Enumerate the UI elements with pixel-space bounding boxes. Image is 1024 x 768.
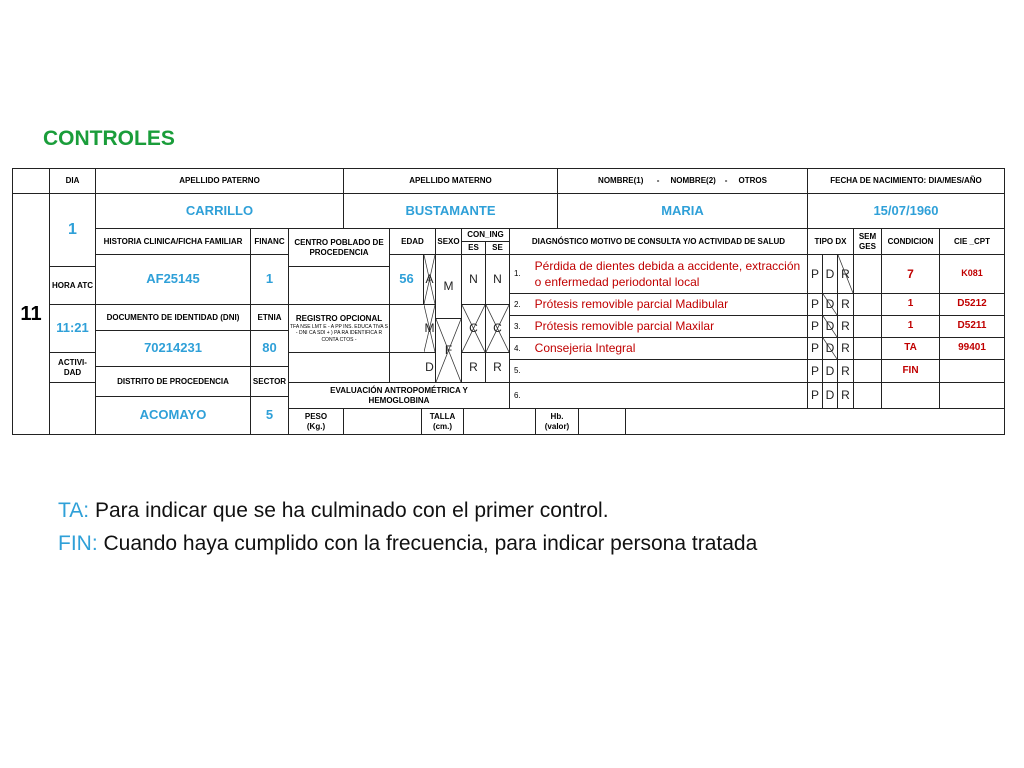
hora-atc-value: 11:21: [50, 305, 96, 353]
tipo-dx-p[interactable]: P: [808, 338, 823, 360]
edad-anos-box[interactable]: [424, 255, 436, 305]
cie-value: D5212: [940, 294, 1005, 316]
apellido-materno-header: APELLIDO MATERNO: [344, 169, 558, 194]
nombre-value: MARIA: [558, 194, 808, 229]
se-nuevo-label: N: [493, 272, 502, 286]
actividad-header: ACTIVI- DAD: [50, 353, 96, 383]
con-ing-header: CON_ING: [462, 229, 510, 242]
his-form-table: [12, 168, 1005, 435]
diagnosis-text: Pérdida de dientes debida a accidente, extracción o enfermedad periodontal local: [534, 258, 801, 289]
tipo-dx-r[interactable]: [838, 255, 854, 294]
diagnosis-number: 3.: [514, 321, 521, 331]
diagnosis-text: Prótesis removible parcial Maxilar: [534, 319, 715, 334]
sexo-header: SEXO: [436, 229, 462, 255]
diagnosis-number: 5.: [514, 366, 521, 375]
apellido-paterno-header: APELLIDO PATERNO: [96, 169, 344, 194]
edad-meses-box[interactable]: [424, 305, 436, 353]
distrito-value: ACOMAYO: [96, 397, 251, 435]
tipo-dx-d[interactable]: D: [823, 383, 838, 409]
tipo-dx-p[interactable]: P: [808, 294, 823, 316]
registro-small-text: TFA NSE LMT E - A PP INS. EDUCA TIVA S - DNI CA SDI + ) PA RA IDENTIFICA R CONTA CTOS -: [290, 323, 388, 343]
sem-ges-value[interactable]: [854, 383, 882, 409]
tipo-dx-p[interactable]: P: [808, 316, 823, 338]
financ-header: FINANC: [251, 229, 289, 255]
edad-value: 56: [390, 255, 424, 305]
tipo-dx-d-label: D: [825, 341, 835, 355]
diagnosis-text: Consejeria Integral: [534, 341, 636, 356]
tipo-dx-r-label: R: [841, 266, 850, 281]
bottom-filler: [626, 409, 1005, 435]
tipo-dx-p[interactable]: P: [808, 383, 823, 409]
es-nuevo-label: N: [469, 272, 478, 286]
distrito-header: DISTRITO DE PROCEDENCIA: [96, 367, 251, 397]
diagnosis-row-2[interactable]: [510, 294, 808, 316]
sem-ges-header: SEM GES: [854, 229, 882, 255]
condicion-value: [882, 383, 940, 409]
sexo-masculino-box[interactable]: [436, 255, 462, 319]
diagnosis-row-3[interactable]: [510, 316, 808, 338]
apellido-materno-value: BUSTAMANTE: [344, 194, 558, 229]
cie-header: CIE _CPT: [940, 229, 1005, 255]
dia-value: 1: [50, 194, 96, 267]
es-reingreso-box[interactable]: [462, 353, 486, 383]
centro-header: CENTRO POBLADO DE PROCEDENCIA: [289, 229, 390, 267]
centro-value: [289, 267, 390, 305]
legend-notes: [58, 494, 757, 560]
etnia-header: ETNIA: [251, 305, 289, 331]
fecha-nacimiento-value: 15/07/1960: [808, 194, 1005, 229]
tipo-dx-header: TIPO DX: [808, 229, 854, 255]
dni-value: 70214231: [96, 331, 251, 367]
row-number: 11: [13, 194, 50, 435]
diagnosis-row-5[interactable]: [510, 360, 808, 383]
historia-header: HISTORIA CLINICA/FICHA FAMILIAR: [96, 229, 251, 255]
sector-header: SECTOR: [251, 367, 289, 397]
se-header: SE: [486, 242, 510, 255]
sem-ges-value[interactable]: [854, 294, 882, 316]
tipo-dx-r[interactable]: R: [838, 383, 854, 409]
cie-value: [940, 383, 1005, 409]
tipo-dx-r[interactable]: R: [838, 338, 854, 360]
cie-value: K081: [940, 255, 1005, 294]
evaluacion-header: EVALUACIÓN ANTROPOMÉTRICA Y HEMOGLOBINA: [289, 383, 510, 409]
es-continuador-label: C: [469, 321, 478, 335]
financ-value: 1: [251, 255, 289, 305]
condicion-header: CONDICION: [882, 229, 940, 255]
note-text: Cuando haya cumplido con la frecuencia, para indicar persona tratada: [97, 532, 758, 555]
registro-opcional-cell: [289, 305, 390, 353]
sexo-masculino-label: M: [443, 279, 454, 293]
tipo-dx-d-label: D: [825, 297, 835, 311]
registro-value: [289, 353, 390, 383]
edad-anos-label: A: [425, 272, 434, 286]
tipo-dx-r[interactable]: R: [838, 316, 854, 338]
sexo-femenino-label: F: [444, 343, 453, 357]
edad-dias-box[interactable]: [424, 353, 436, 383]
cie-value: 99401: [940, 338, 1005, 360]
condicion-value: TA: [882, 338, 940, 360]
note-text: Para indicar que se ha culminado con el primer control.: [89, 499, 609, 522]
peso-header: PESO (Kg.): [289, 409, 344, 435]
cie-value: [940, 360, 1005, 383]
edad-header: EDAD: [390, 229, 436, 255]
tipo-dx-r[interactable]: R: [838, 360, 854, 383]
diagnostico-header: DIAGNÓSTICO MOTIVO DE CONSULTA Y/O ACTIVIDAD DE SALUD: [510, 229, 808, 255]
diagnosis-number: 6.: [514, 390, 521, 400]
page-title: CONTROLES: [43, 127, 175, 150]
diagnosis-row-6[interactable]: [510, 383, 808, 409]
tipo-dx-d[interactable]: [823, 316, 838, 338]
sem-ges-value[interactable]: [854, 255, 882, 294]
talla-value[interactable]: [464, 409, 536, 435]
tipo-dx-d-label: D: [825, 319, 835, 333]
diagnosis-number: 1.: [514, 269, 521, 278]
sexo-femenino-box[interactable]: [436, 319, 462, 383]
note-ta: [58, 494, 757, 527]
sector-value: 5: [251, 397, 289, 435]
tipo-dx-d[interactable]: [823, 338, 838, 360]
sem-ges-value[interactable]: [854, 360, 882, 383]
hb-header: Hb. (valor): [536, 409, 579, 435]
edad-dias-label: D: [425, 360, 434, 374]
tipo-dx-d[interactable]: D: [823, 255, 838, 294]
talla-header: TALLA (cm.): [422, 409, 464, 435]
note-label: TA:: [58, 499, 90, 522]
tipo-dx-p[interactable]: P: [808, 360, 823, 383]
se-reingreso-box[interactable]: [486, 353, 510, 383]
tipo-dx-d[interactable]: D: [823, 360, 838, 383]
peso-value[interactable]: [344, 409, 422, 435]
se-nuevo-box[interactable]: [486, 255, 510, 305]
se-continuador-box[interactable]: [486, 305, 510, 353]
tipo-dx-r[interactable]: R: [838, 294, 854, 316]
tipo-dx-d[interactable]: [823, 294, 838, 316]
note-label: FIN:: [58, 532, 98, 555]
condicion-value: 1: [882, 316, 940, 338]
se-continuador-label: C: [493, 321, 502, 335]
fecha-nacimiento-header: FECHA DE NACIMIENTO: DIA/MES/AÑO: [808, 169, 1005, 194]
historia-value: AF25145: [96, 255, 251, 305]
hora-atc-header: HORA ATC: [50, 267, 96, 305]
diagnosis-number: 4.: [514, 343, 521, 353]
condicion-value: FIN: [882, 360, 940, 383]
condicion-value: 1: [882, 294, 940, 316]
condicion-value: 7: [882, 255, 940, 294]
diagnosis-row-1[interactable]: [510, 255, 808, 294]
blank-corner-cell: [13, 169, 50, 194]
sem-ges-value[interactable]: [854, 316, 882, 338]
etnia-value: 80: [251, 331, 289, 367]
sem-ges-value[interactable]: [854, 338, 882, 360]
documento-header: DOCUMENTO DE IDENTIDAD (DNI): [96, 305, 251, 331]
diagnosis-row-4[interactable]: [510, 338, 808, 360]
actividad-value: [50, 383, 96, 435]
se-reingreso-label: R: [493, 360, 502, 374]
es-header: ES: [462, 242, 486, 255]
hb-value[interactable]: [579, 409, 626, 435]
dia-header: DIA: [50, 169, 96, 194]
cie-value: D5211: [940, 316, 1005, 338]
diagnosis-text: Prótesis removible parcial Madibular: [534, 297, 729, 312]
registro-header: REGISTRO OPCIONAL: [295, 313, 383, 323]
es-reingreso-label: R: [469, 360, 478, 374]
es-nuevo-box[interactable]: [462, 255, 486, 305]
tipo-dx-p[interactable]: P: [808, 255, 823, 294]
note-fin: [58, 527, 757, 560]
edad-meses-label: M: [424, 321, 435, 335]
es-continuador-box[interactable]: [462, 305, 486, 353]
apellido-paterno-value: CARRILLO: [96, 194, 344, 229]
diagnosis-number: 2.: [514, 299, 521, 309]
nombres-header: NOMBRE(1) - NOMBRE(2) - OTROS: [558, 169, 808, 194]
